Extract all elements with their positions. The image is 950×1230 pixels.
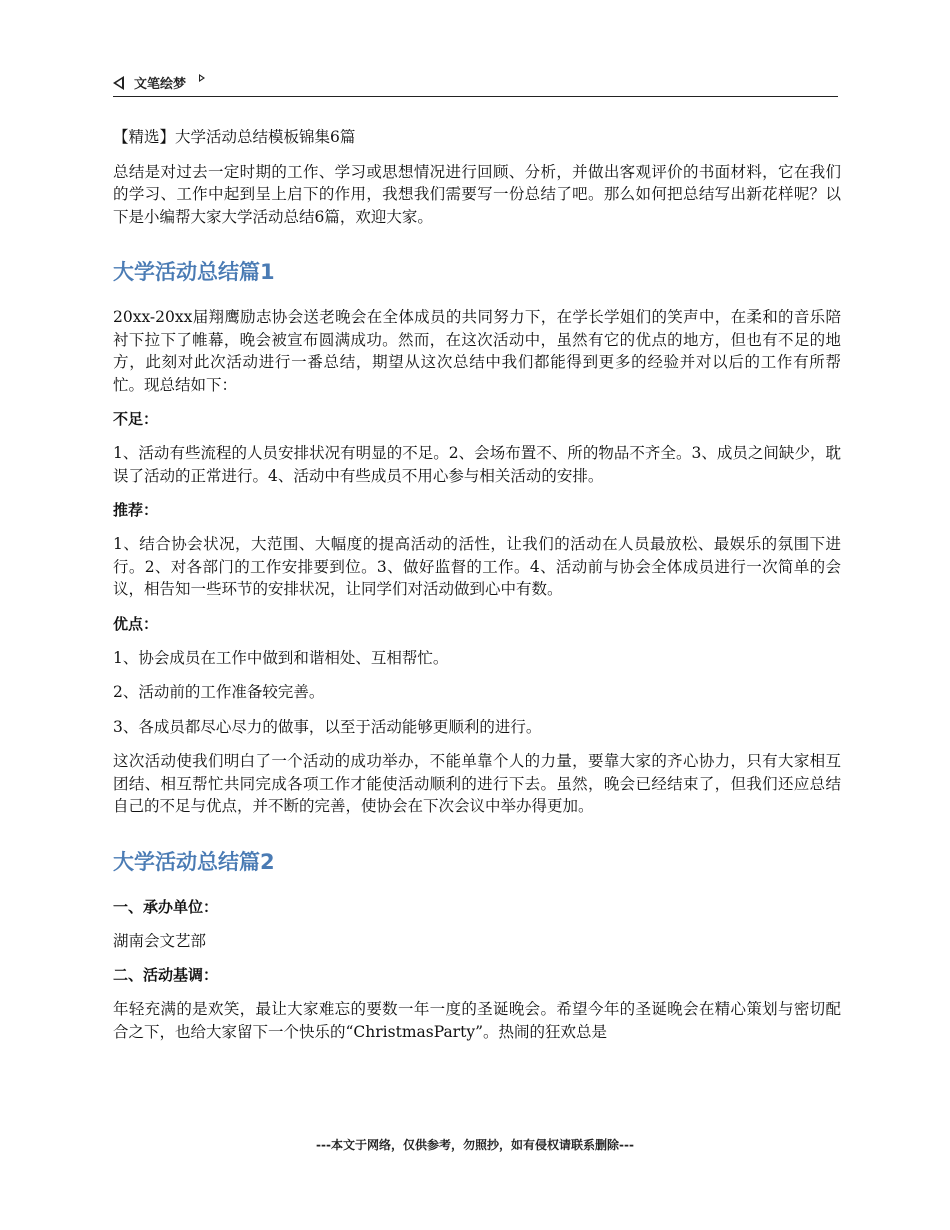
subheading-tone: 二、活动基调： bbox=[113, 966, 219, 984]
strength-item-3: 3、各成员都尽心尽力的做事，以至于活动能够更顺利的进行。 bbox=[113, 717, 542, 736]
section2-paragraph-1: 湖南会文艺部 bbox=[113, 931, 207, 950]
intro-paragraph: 总结是对过去一定时期的工作、学习或思想情况进行回顾、分析，并做出客观评价的书面材料，它在我们的学习、工作中起到呈上启下的作用，我想我们需要写一份总结了吧。那么如何把总结写出新花样呢？以下是小编帮大家大学活动总结6篇，欢迎大家。 bbox=[113, 162, 841, 226]
subheading-recommendations: 推荐： bbox=[113, 501, 159, 519]
section1-paragraph-1: 20xx-20xx届翔鹰励志协会送老晚会在全体成员的共同努力下，在学长学姐们的笑声中，在柔和的音乐陪衬下拉下了帷幕，晚会被宣布圆满成功。然而，在这次活动中，虽然有它的优点的地方，但也有不足的地方，此刻对此次活动进行一番总结，期望从这次总结中我们都能得到更多的经验并对以后的工作有所帮忙。现总结如下： bbox=[113, 308, 841, 394]
subheading-shortcomings: 不足： bbox=[113, 410, 159, 428]
header-brand: 文笔绘梦 bbox=[134, 77, 187, 92]
section1-paragraph-3: 1、结合协会状况，大范围、大幅度的提高活动的活性，让我们的活动在人员最放松、最娱乐的氛围下进行。2、对各部门的工作安排要到位。3、做好监督的工作。4、活动前与协会全体成员进行一次简单的会议，相告知一些环节的安排状况，让同学们对活动做到心中有数。 bbox=[113, 535, 841, 598]
section2-paragraph-2: 年轻充满的是欢笑，最让大家难忘的要数一年一度的圣诞晚会。希望今年的圣诞晚会在精心策划与密切配合之下，也给大家留下一个快乐的“ChristmasParty”。热闹的狂欢总是 bbox=[113, 1000, 841, 1041]
subheading-organizer: 一、承办单位： bbox=[113, 897, 219, 916]
section-heading-1: 大学活动总结篇1 bbox=[113, 260, 275, 284]
document-title: 【精选】大学活动总结模板锦集6篇 bbox=[113, 128, 356, 146]
triangle-right-icon bbox=[199, 74, 205, 82]
subheading-strengths: 优点： bbox=[113, 614, 159, 633]
page-header bbox=[113, 70, 838, 97]
header-brand-group bbox=[113, 73, 205, 92]
strength-item-1: 1、协会成员在工作中做到和谐相处、互相帮忙。 bbox=[113, 648, 449, 667]
section-heading-2: 大学活动总结篇2 bbox=[113, 849, 275, 874]
section1-paragraph-4: 这次活动使我们明白了一个活动的成功举办，不能单靠个人的力量，要靠大家的齐心协力，只有大家相互团结、相互帮忙共同完成各项工作才能使活动顺利的进行下去。虽然，晚会已经结束了，但我们还应总结自己的不足与优点，并不断的完善，使协会在下次会议中举办得更加。 bbox=[113, 752, 841, 815]
document-body bbox=[113, 126, 841, 1055]
triangle-left-icon bbox=[113, 76, 124, 90]
section1-paragraph-2: 1、活动有些流程的人员安排状况有明显的不足。2、会场布置不、所的物品不齐全。3、成员之间缺少，耽误了活动的正常进行。4、活动中有些成员不用心参与相关活动的安排。 bbox=[113, 444, 841, 485]
strength-item-2: 2、活动前的工作准备较完善。 bbox=[113, 683, 325, 701]
page-footer: ---本文于网络，仅供参考，勿照抄，如有侵权请联系删除--- bbox=[316, 1138, 634, 1152]
